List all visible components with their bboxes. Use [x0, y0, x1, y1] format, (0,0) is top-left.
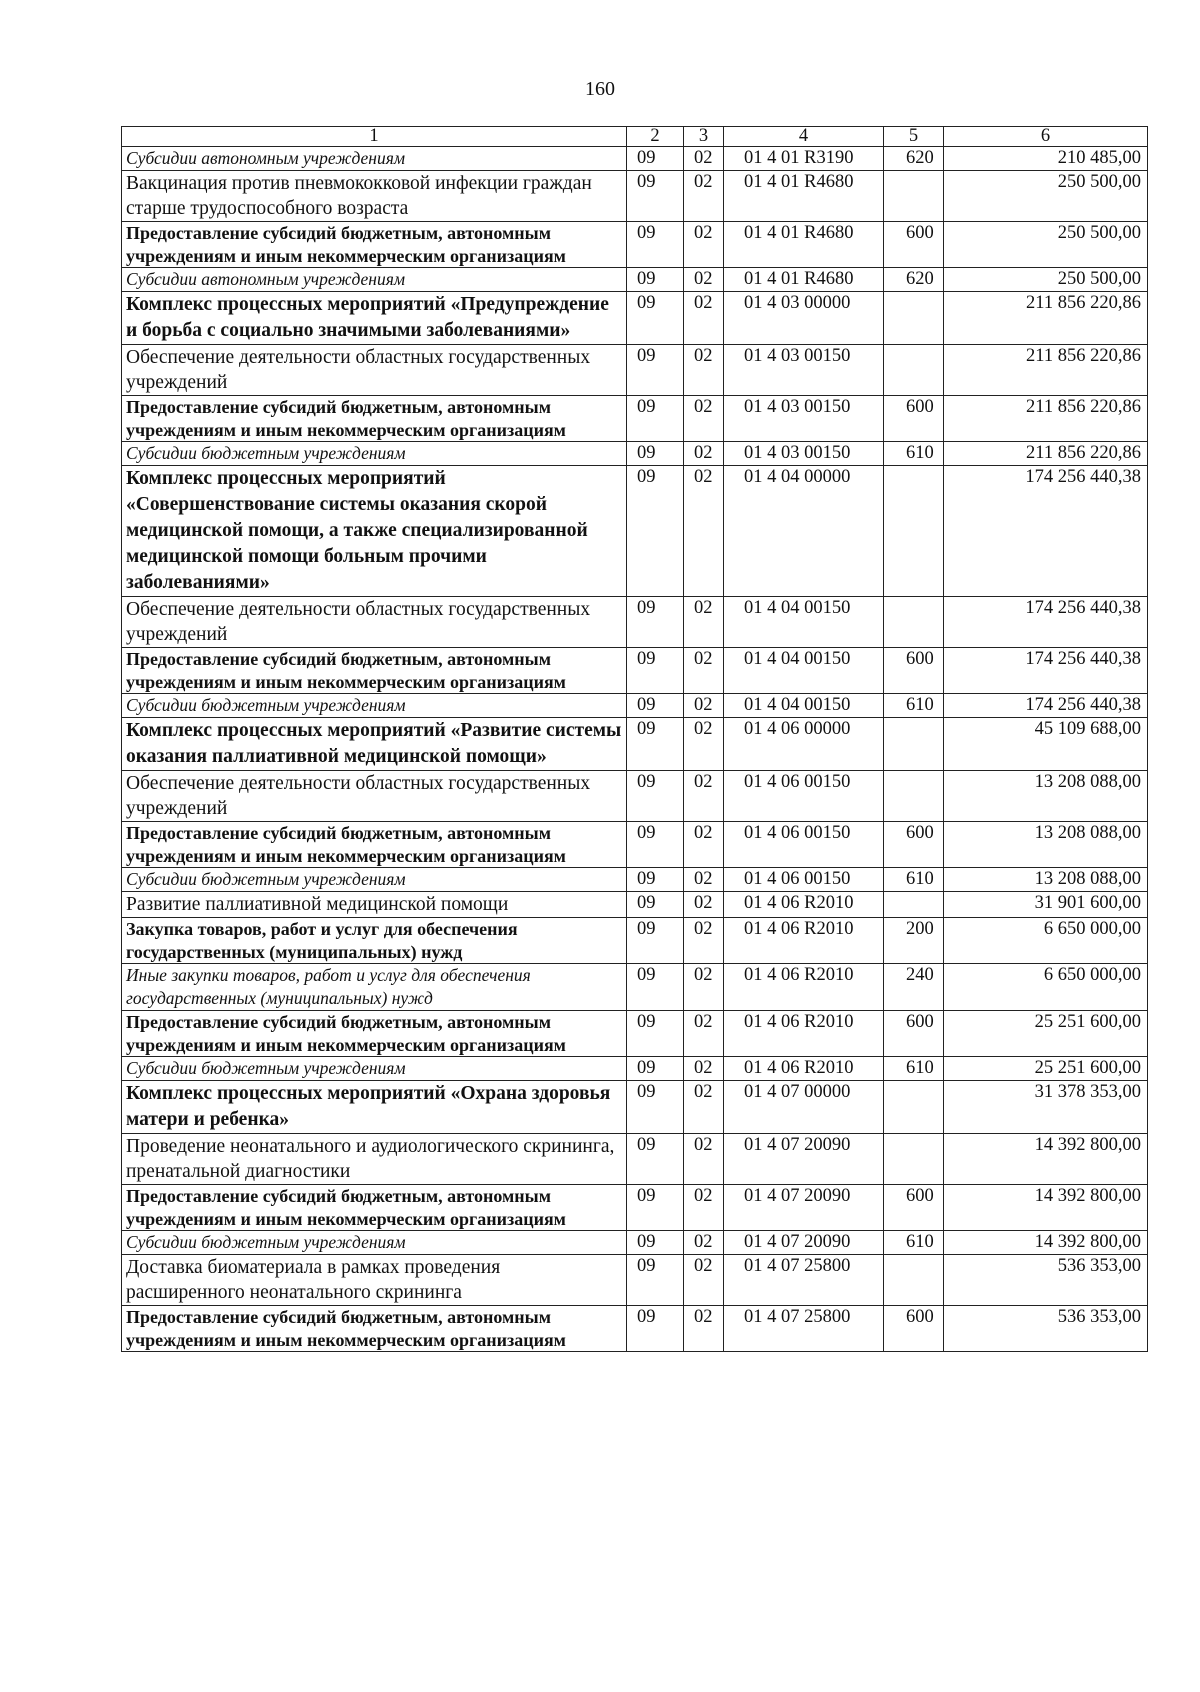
- row-expense-type-cell: 610: [884, 694, 944, 718]
- row-ministry-cell: 09: [627, 648, 684, 694]
- row-amount-cell: 25 251 600,00: [944, 1057, 1148, 1081]
- row-section-cell: 02: [684, 1185, 724, 1231]
- row-amount-cell: 174 256 440,38: [944, 597, 1148, 648]
- row-expense-type-cell: 610: [884, 868, 944, 892]
- row-amount-cell: 211 856 220,86: [944, 442, 1148, 466]
- row-section-cell: 02: [684, 442, 724, 466]
- page-number: 160: [585, 78, 615, 100]
- row-section-cell: 02: [684, 147, 724, 171]
- row-amount-cell: 250 500,00: [944, 268, 1148, 292]
- row-amount-cell: 211 856 220,86: [944, 345, 1148, 396]
- row-name-cell: Предоставление субсидий бюджетным, автономным учреждениям и иным некоммерческим организациям: [122, 648, 627, 694]
- row-target-code-cell: 01 4 06 R2010: [724, 1011, 884, 1057]
- row-target-code-cell: 01 4 06 R2010: [724, 892, 884, 918]
- row-expense-type-cell: 610: [884, 442, 944, 466]
- row-name-cell: Предоставление субсидий бюджетным, автономным учреждениям и иным некоммерческим организациям: [122, 1306, 627, 1352]
- row-name-cell: Комплекс процессных мероприятий «Охрана здоровья матери и ребенка»: [122, 1081, 627, 1134]
- row-name-cell: Обеспечение деятельности областных государственных учреждений: [122, 597, 627, 648]
- table-row: [122, 1134, 1148, 1185]
- row-target-code-cell: 01 4 01 R3190: [724, 147, 884, 171]
- row-name-cell: Предоставление субсидий бюджетным, автономным учреждениям и иным некоммерческим организациям: [122, 222, 627, 268]
- row-section-cell: 02: [684, 694, 724, 718]
- row-expense-type-cell: [884, 597, 944, 648]
- row-section-cell: 02: [684, 268, 724, 292]
- row-section-cell: 02: [684, 466, 724, 597]
- row-section-cell: 02: [684, 771, 724, 822]
- row-amount-cell: 6 650 000,00: [944, 918, 1148, 964]
- table-row: [122, 1185, 1148, 1231]
- row-name-cell: Обеспечение деятельности областных государственных учреждений: [122, 345, 627, 396]
- row-name-cell: Субсидии бюджетным учреждениям: [122, 1057, 627, 1081]
- row-expense-type-cell: [884, 1134, 944, 1185]
- row-section-cell: 02: [684, 868, 724, 892]
- row-expense-type-cell: 600: [884, 396, 944, 442]
- row-target-code-cell: 01 4 01 R4680: [724, 268, 884, 292]
- row-ministry-cell: 09: [627, 964, 684, 1011]
- row-target-code-cell: 01 4 04 00000: [724, 466, 884, 597]
- row-target-code-cell: 01 4 01 R4680: [724, 222, 884, 268]
- row-name-cell: Проведение неонатального и аудиологического скрининга, пренатальной диагностики: [122, 1134, 627, 1185]
- row-name-cell: Иные закупки товаров, работ и услуг для обеспечения государственных (муниципальных) нужд: [122, 964, 627, 1011]
- row-name-cell: Комплекс процессных мероприятий «Развитие системы оказания паллиативной медицинской помощи»: [122, 718, 627, 771]
- row-amount-cell: 250 500,00: [944, 222, 1148, 268]
- row-section-cell: 02: [684, 1011, 724, 1057]
- row-target-code-cell: 01 4 06 00150: [724, 868, 884, 892]
- header-row: [122, 127, 1148, 147]
- row-name-cell: Субсидии бюджетным учреждениям: [122, 442, 627, 466]
- row-target-code-cell: 01 4 06 00000: [724, 718, 884, 771]
- row-ministry-cell: 09: [627, 466, 684, 597]
- row-section-cell: 02: [684, 964, 724, 1011]
- row-ministry-cell: 09: [627, 292, 684, 345]
- row-name-cell: Комплекс процессных мероприятий «Предупреждение и борьба с социально значимыми заболеваниями»: [122, 292, 627, 345]
- row-amount-cell: 174 256 440,38: [944, 466, 1148, 597]
- row-ministry-cell: 09: [627, 1081, 684, 1134]
- header-cell-4: 4: [724, 127, 884, 147]
- row-expense-type-cell: 600: [884, 1011, 944, 1057]
- row-expense-type-cell: 600: [884, 648, 944, 694]
- row-section-cell: 02: [684, 1134, 724, 1185]
- row-expense-type-cell: [884, 171, 944, 222]
- row-amount-cell: 13 208 088,00: [944, 868, 1148, 892]
- row-target-code-cell: 01 4 06 00150: [724, 822, 884, 868]
- table-row: [122, 1255, 1148, 1306]
- row-expense-type-cell: 600: [884, 222, 944, 268]
- row-expense-type-cell: 610: [884, 1231, 944, 1255]
- row-ministry-cell: 09: [627, 822, 684, 868]
- row-expense-type-cell: [884, 292, 944, 345]
- row-section-cell: 02: [684, 292, 724, 345]
- row-name-cell: Предоставление субсидий бюджетным, автономным учреждениям и иным некоммерческим организациям: [122, 1011, 627, 1057]
- row-amount-cell: 45 109 688,00: [944, 718, 1148, 771]
- row-amount-cell: 210 485,00: [944, 147, 1148, 171]
- row-expense-type-cell: [884, 345, 944, 396]
- row-name-cell: Субсидии бюджетным учреждениям: [122, 694, 627, 718]
- row-expense-type-cell: [884, 1255, 944, 1306]
- table-row: [122, 1081, 1148, 1134]
- row-target-code-cell: 01 4 06 00150: [724, 771, 884, 822]
- row-section-cell: 02: [684, 1306, 724, 1352]
- row-name-cell: Субсидии бюджетным учреждениям: [122, 868, 627, 892]
- row-name-cell: Предоставление субсидий бюджетным, автономным учреждениям и иным некоммерческим организациям: [122, 822, 627, 868]
- row-ministry-cell: 09: [627, 222, 684, 268]
- row-name-cell: Субсидии автономным учреждениям: [122, 147, 627, 171]
- row-section-cell: 02: [684, 222, 724, 268]
- row-ministry-cell: 09: [627, 171, 684, 222]
- row-section-cell: 02: [684, 718, 724, 771]
- table-row: [122, 1306, 1148, 1352]
- row-amount-cell: 174 256 440,38: [944, 648, 1148, 694]
- row-ministry-cell: 09: [627, 892, 684, 918]
- row-target-code-cell: 01 4 06 R2010: [724, 1057, 884, 1081]
- table-row: [122, 648, 1148, 694]
- header-cell-1: 1: [122, 127, 627, 147]
- row-ministry-cell: 09: [627, 1011, 684, 1057]
- row-amount-cell: 211 856 220,86: [944, 396, 1148, 442]
- row-amount-cell: 14 392 800,00: [944, 1231, 1148, 1255]
- row-section-cell: 02: [684, 1081, 724, 1134]
- budget-table: [121, 126, 1148, 1352]
- row-section-cell: 02: [684, 918, 724, 964]
- header-cell-5: 5: [884, 127, 944, 147]
- table-row: [122, 918, 1148, 964]
- row-target-code-cell: 01 4 07 20090: [724, 1185, 884, 1231]
- row-expense-type-cell: [884, 718, 944, 771]
- row-expense-type-cell: 600: [884, 1306, 944, 1352]
- row-amount-cell: 536 353,00: [944, 1306, 1148, 1352]
- row-section-cell: 02: [684, 822, 724, 868]
- table-body: [122, 147, 1148, 1352]
- table-row: [122, 396, 1148, 442]
- table-row: [122, 1231, 1148, 1255]
- row-amount-cell: 31 901 600,00: [944, 892, 1148, 918]
- row-name-cell: Развитие паллиативной медицинской помощи: [122, 892, 627, 918]
- row-target-code-cell: 01 4 07 20090: [724, 1134, 884, 1185]
- table-row: [122, 694, 1148, 718]
- row-target-code-cell: 01 4 07 25800: [724, 1255, 884, 1306]
- row-ministry-cell: 09: [627, 1231, 684, 1255]
- row-target-code-cell: 01 4 01 R4680: [724, 171, 884, 222]
- row-ministry-cell: 09: [627, 1255, 684, 1306]
- row-target-code-cell: 01 4 03 00150: [724, 396, 884, 442]
- table-row: [122, 964, 1148, 1011]
- row-target-code-cell: 01 4 03 00000: [724, 292, 884, 345]
- row-amount-cell: 13 208 088,00: [944, 771, 1148, 822]
- row-section-cell: 02: [684, 396, 724, 442]
- row-target-code-cell: 01 4 03 00150: [724, 442, 884, 466]
- row-ministry-cell: 09: [627, 1185, 684, 1231]
- row-section-cell: 02: [684, 1255, 724, 1306]
- row-expense-type-cell: 600: [884, 1185, 944, 1231]
- row-target-code-cell: 01 4 06 R2010: [724, 964, 884, 1011]
- row-expense-type-cell: 620: [884, 268, 944, 292]
- row-target-code-cell: 01 4 06 R2010: [724, 918, 884, 964]
- row-name-cell: Доставка биоматериала в рамках проведения расширенного неонатального скрининга: [122, 1255, 627, 1306]
- header-cell-2: 2: [627, 127, 684, 147]
- table-row: [122, 466, 1148, 597]
- header-cell-6: 6: [944, 127, 1148, 147]
- row-amount-cell: 211 856 220,86: [944, 292, 1148, 345]
- row-name-cell: Вакцинация против пневмококковой инфекции граждан старше трудоспособного возраста: [122, 171, 627, 222]
- row-target-code-cell: 01 4 04 00150: [724, 597, 884, 648]
- row-ministry-cell: 09: [627, 1057, 684, 1081]
- row-section-cell: 02: [684, 171, 724, 222]
- row-section-cell: 02: [684, 648, 724, 694]
- row-ministry-cell: 09: [627, 147, 684, 171]
- row-name-cell: Предоставление субсидий бюджетным, автономным учреждениям и иным некоммерческим организациям: [122, 1185, 627, 1231]
- row-name-cell: Закупка товаров, работ и услуг для обеспечения государственных (муниципальных) нужд: [122, 918, 627, 964]
- row-amount-cell: 536 353,00: [944, 1255, 1148, 1306]
- row-ministry-cell: 09: [627, 918, 684, 964]
- table-row: [122, 822, 1148, 868]
- row-name-cell: Субсидии автономным учреждениям: [122, 268, 627, 292]
- row-amount-cell: 14 392 800,00: [944, 1134, 1148, 1185]
- table-row: [122, 268, 1148, 292]
- table-row: [122, 868, 1148, 892]
- row-amount-cell: 174 256 440,38: [944, 694, 1148, 718]
- row-expense-type-cell: 200: [884, 918, 944, 964]
- row-target-code-cell: 01 4 04 00150: [724, 648, 884, 694]
- row-ministry-cell: 09: [627, 1134, 684, 1185]
- table-row: [122, 1011, 1148, 1057]
- row-section-cell: 02: [684, 892, 724, 918]
- row-ministry-cell: 09: [627, 597, 684, 648]
- row-amount-cell: 6 650 000,00: [944, 964, 1148, 1011]
- row-target-code-cell: 01 4 03 00150: [724, 345, 884, 396]
- row-name-cell: Субсидии бюджетным учреждениям: [122, 1231, 627, 1255]
- table-row: [122, 147, 1148, 171]
- row-ministry-cell: 09: [627, 771, 684, 822]
- row-expense-type-cell: 620: [884, 147, 944, 171]
- header-cell-3: 3: [684, 127, 724, 147]
- row-section-cell: 02: [684, 1057, 724, 1081]
- row-ministry-cell: 09: [627, 396, 684, 442]
- row-expense-type-cell: 610: [884, 1057, 944, 1081]
- row-ministry-cell: 09: [627, 694, 684, 718]
- row-target-code-cell: 01 4 07 25800: [724, 1306, 884, 1352]
- row-amount-cell: 25 251 600,00: [944, 1011, 1148, 1057]
- row-expense-type-cell: 240: [884, 964, 944, 1011]
- table-row: [122, 597, 1148, 648]
- row-name-cell: Предоставление субсидий бюджетным, автономным учреждениям и иным некоммерческим организациям: [122, 396, 627, 442]
- table-row: [122, 892, 1148, 918]
- table-row: [122, 222, 1148, 268]
- row-target-code-cell: 01 4 04 00150: [724, 694, 884, 718]
- table-row: [122, 442, 1148, 466]
- row-section-cell: 02: [684, 1231, 724, 1255]
- table-row: [122, 718, 1148, 771]
- table-row: [122, 771, 1148, 822]
- row-amount-cell: 31 378 353,00: [944, 1081, 1148, 1134]
- row-ministry-cell: 09: [627, 1306, 684, 1352]
- row-ministry-cell: 09: [627, 442, 684, 466]
- row-ministry-cell: 09: [627, 268, 684, 292]
- row-expense-type-cell: 600: [884, 822, 944, 868]
- row-amount-cell: 13 208 088,00: [944, 822, 1148, 868]
- row-target-code-cell: 01 4 07 20090: [724, 1231, 884, 1255]
- table-row: [122, 345, 1148, 396]
- table-row: [122, 1057, 1148, 1081]
- row-name-cell: Комплекс процессных мероприятий «Совершенствование системы оказания скорой медицинской помощи, а также специализированной медицинской помощи больным прочими заболеваниями»: [122, 466, 627, 597]
- row-ministry-cell: 09: [627, 345, 684, 396]
- row-expense-type-cell: [884, 892, 944, 918]
- row-amount-cell: 250 500,00: [944, 171, 1148, 222]
- row-section-cell: 02: [684, 345, 724, 396]
- row-expense-type-cell: [884, 1081, 944, 1134]
- row-section-cell: 02: [684, 597, 724, 648]
- row-expense-type-cell: [884, 466, 944, 597]
- row-target-code-cell: 01 4 07 00000: [724, 1081, 884, 1134]
- row-ministry-cell: 09: [627, 718, 684, 771]
- row-ministry-cell: 09: [627, 868, 684, 892]
- row-expense-type-cell: [884, 771, 944, 822]
- table-row: [122, 292, 1148, 345]
- table-row: [122, 171, 1148, 222]
- row-name-cell: Обеспечение деятельности областных государственных учреждений: [122, 771, 627, 822]
- row-amount-cell: 14 392 800,00: [944, 1185, 1148, 1231]
